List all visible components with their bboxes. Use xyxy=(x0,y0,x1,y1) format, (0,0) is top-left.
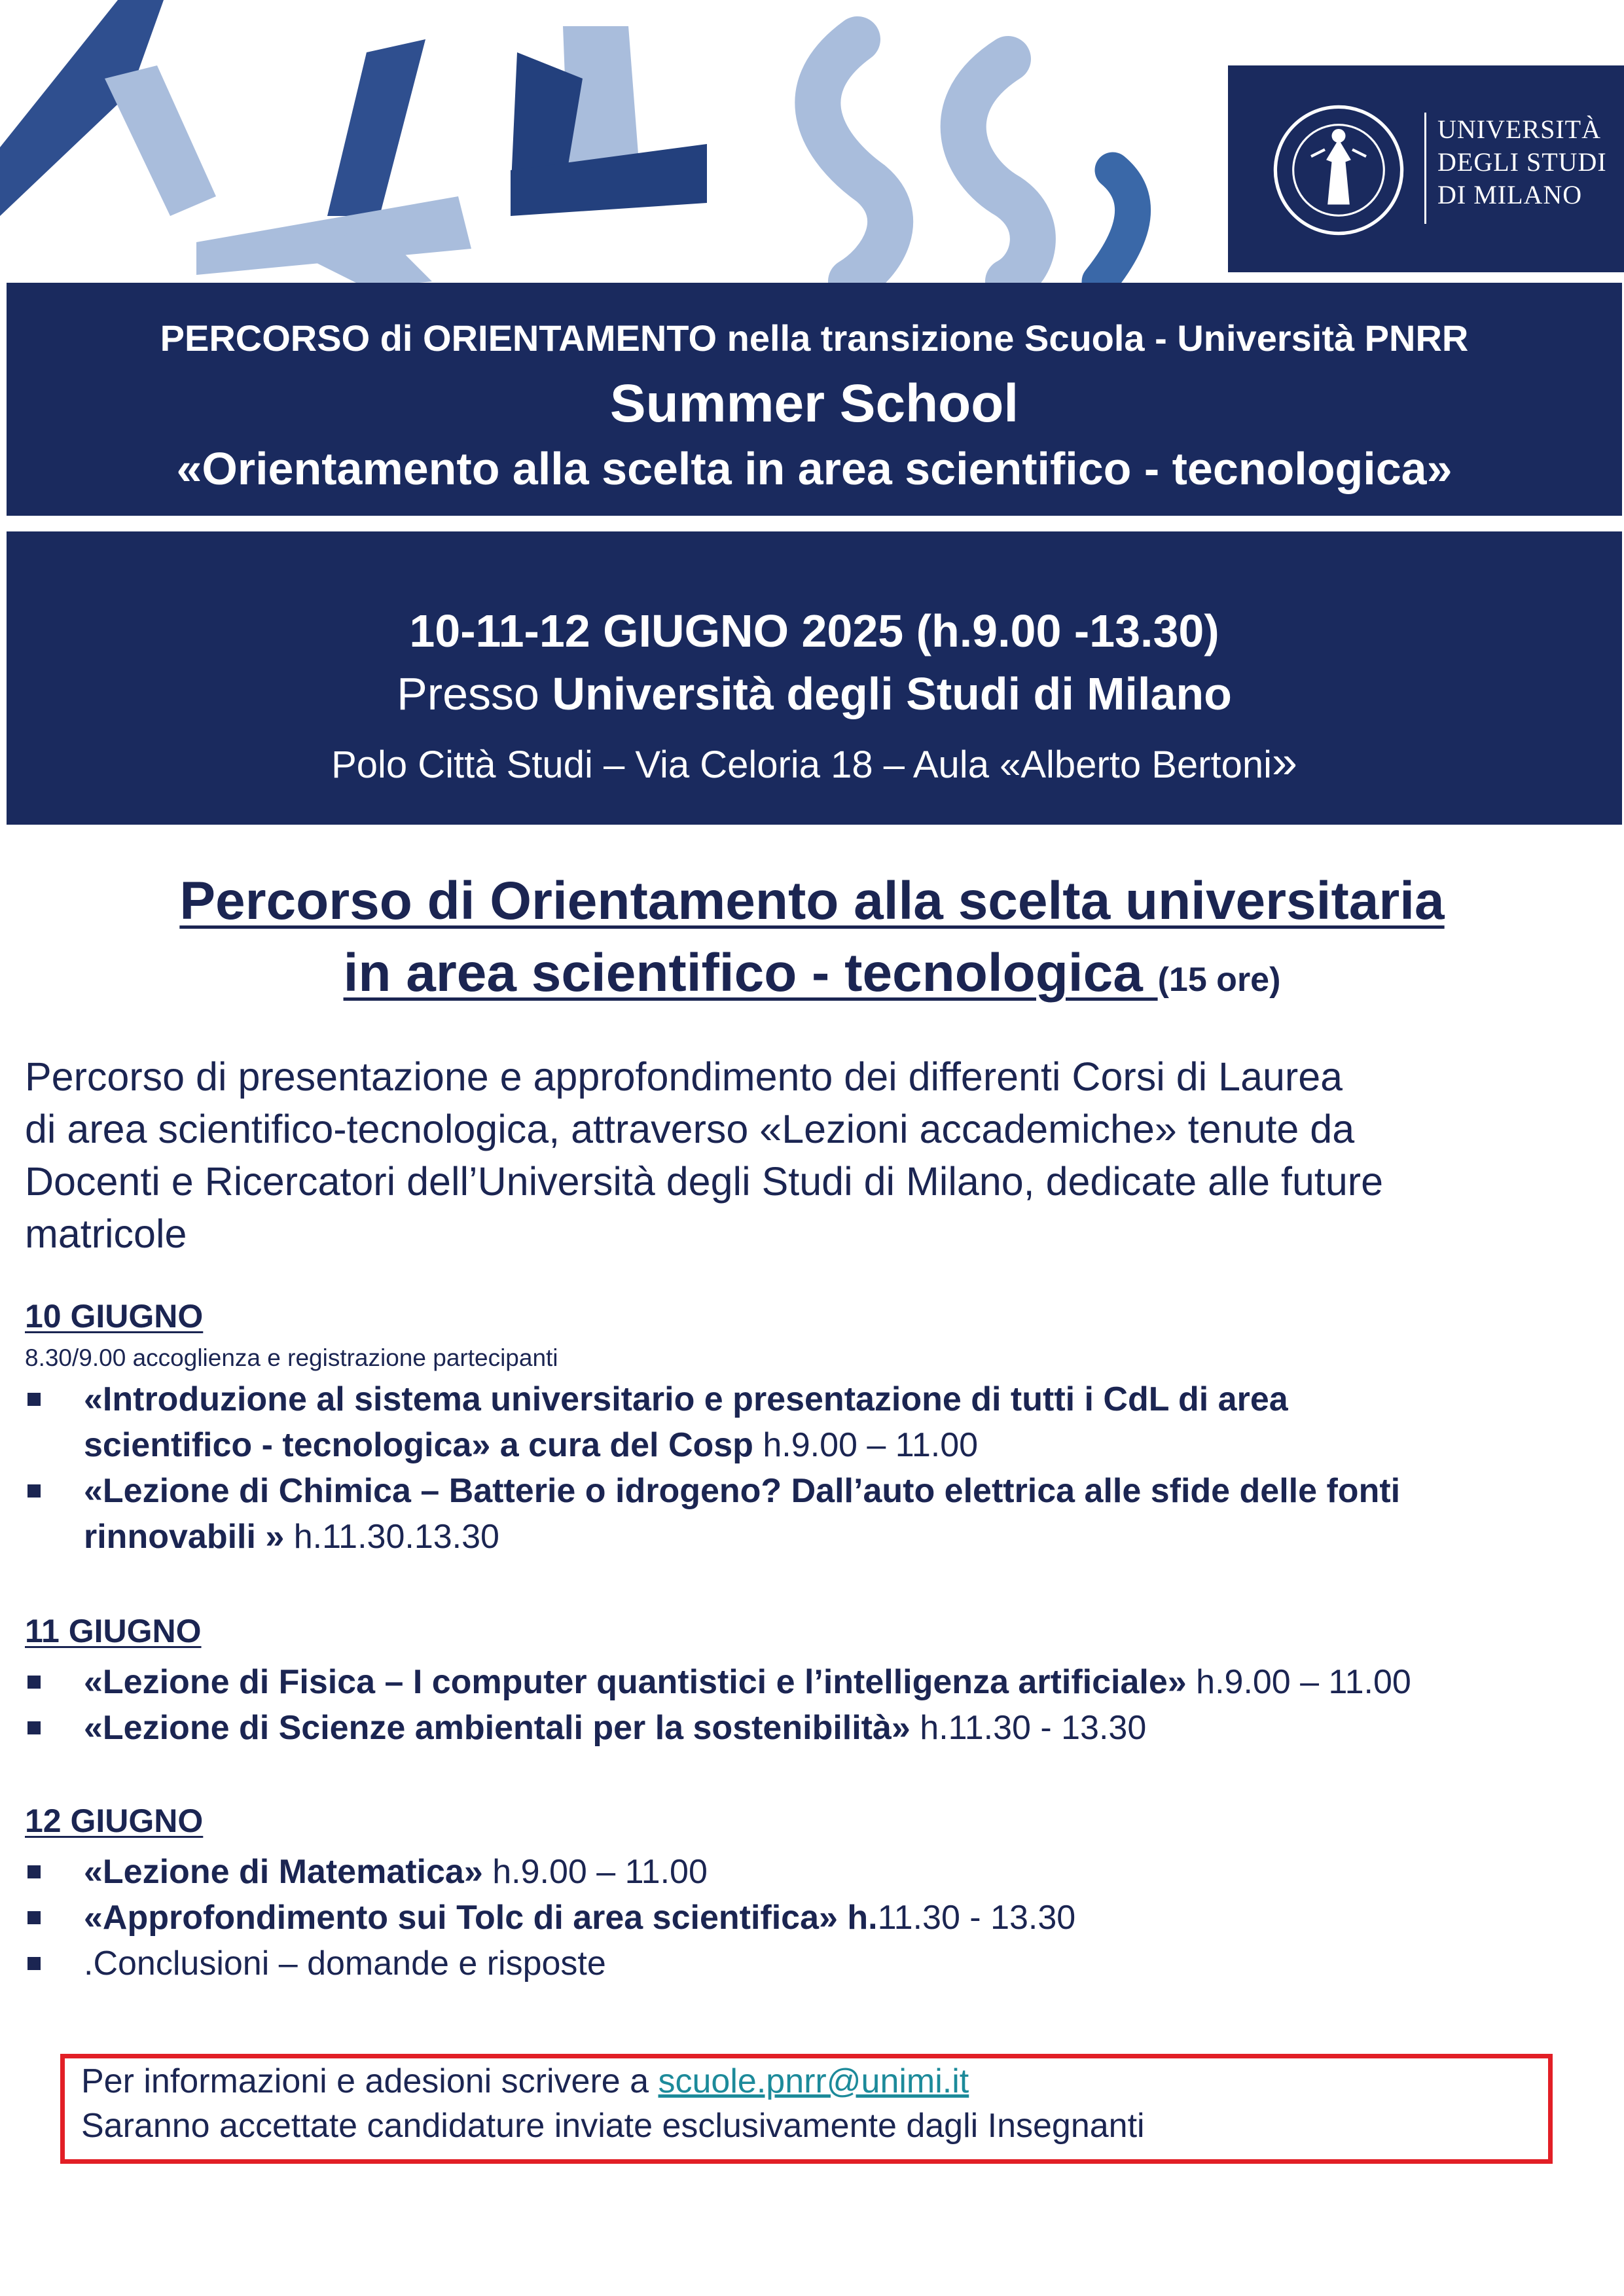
schedule-item xyxy=(84,1468,1400,1514)
item-time: h.9.00 – 11.00 xyxy=(482,1853,708,1891)
title-hours: (15 ore) xyxy=(1157,961,1281,999)
item-time: h.11.30.13.30 xyxy=(284,1518,499,1556)
item-title: scientifico - tecnologica» a cura del Cosp xyxy=(84,1426,753,1464)
item-title: «Lezione di Chimica – Batterie o idrogeno? Dall’auto elettrica alle sfide delle fonti xyxy=(84,1472,1401,1510)
day-label: 12 GIUGNO xyxy=(25,1803,204,1839)
contact-line xyxy=(81,2062,969,2101)
item-time: h.11.30 - 13.30 xyxy=(910,1709,1147,1747)
decor-curve xyxy=(964,59,1033,281)
day-label: 10 GIUGNO xyxy=(25,1298,204,1335)
page-title-line2 xyxy=(0,942,1624,1004)
venue-prefix: Presso xyxy=(397,668,552,719)
schedule-item xyxy=(84,1659,1411,1705)
day-note: 8.30/9.00 accoglienza e registrazione partecipanti xyxy=(25,1344,558,1371)
item-title: «Lezione di Matematica» xyxy=(84,1853,483,1891)
logo-divider xyxy=(1424,113,1426,224)
schedule-item xyxy=(84,1895,1075,1941)
schedule-item xyxy=(84,1422,978,1468)
location-close-quote: » xyxy=(1271,736,1297,787)
schedule-item xyxy=(84,1376,1288,1422)
page-title-line1: Percorso di Orientamento alla scelta universitaria xyxy=(179,871,1445,931)
bullet-icon xyxy=(27,1393,41,1406)
item-time: 11.30 - 13.30 xyxy=(877,1899,1076,1937)
university-seal-icon xyxy=(1270,101,1407,239)
venue-name: Università degli Studi di Milano xyxy=(552,668,1232,719)
decor-curve xyxy=(1100,170,1133,281)
logo-text-line: DI MILANO xyxy=(1437,180,1583,209)
intro-line: matricole xyxy=(25,1211,187,1256)
schedule-item: .Conclusioni – domande e risposte xyxy=(84,1945,606,1982)
decor-shape xyxy=(327,39,425,216)
item-title: «Lezione di Fisica – I computer quantistici e l’intelligenza artificiale» xyxy=(84,1663,1187,1701)
schedule-item xyxy=(84,1705,1146,1751)
item-time: h.9.00 – 11.00 xyxy=(753,1426,979,1464)
header-panel-title xyxy=(7,283,1622,516)
bullet-icon xyxy=(27,1957,41,1970)
bullet-icon xyxy=(27,1911,41,1924)
schedule-item xyxy=(84,1514,499,1560)
bullet-icon xyxy=(27,1721,41,1734)
decor-curve xyxy=(818,39,890,281)
decor-shape xyxy=(105,65,216,216)
header-panel-dates xyxy=(7,531,1622,825)
intro-line: Docenti e Ricercatori dell’Università degli Studi di Milano, dedicate alle future xyxy=(25,1159,1384,1204)
page-title-line2-text: in area scientifico - tecnologica xyxy=(343,943,1158,1003)
contact-email-link[interactable]: scuole.pnrr@unimi.it xyxy=(658,2062,969,2100)
event-venue xyxy=(7,668,1622,720)
item-title: «Approfondimento sui Tolc di area scientifica» h. xyxy=(84,1899,878,1937)
bullet-icon xyxy=(27,1865,41,1878)
day-label: 11 GIUGNO xyxy=(25,1613,202,1649)
event-location xyxy=(7,736,1622,788)
contact-prefix: Per informazioni e adesioni scrivere a xyxy=(81,2062,659,2100)
item-title: «Lezione di Scienze ambientali per la sostenibilità» xyxy=(84,1709,911,1747)
event-dates: 10-11-12 GIUGNO 2025 (h.9.00 -13.30) xyxy=(409,605,1219,656)
bullet-icon xyxy=(27,1676,41,1689)
program-line: PERCORSO di ORIENTAMENTO nella transizione Scuola - Università PNRR xyxy=(160,317,1469,359)
university-logo xyxy=(1228,65,1624,272)
event-subtitle: «Orientamento alla scelta in area scientifico - tecnologica» xyxy=(176,443,1453,494)
item-title: rinnovabili » xyxy=(84,1518,285,1556)
decorative-header-graphic xyxy=(0,0,1231,288)
bullet-icon xyxy=(27,1484,41,1498)
schedule-item xyxy=(84,1849,708,1895)
item-time: h.9.00 – 11.00 xyxy=(1186,1663,1411,1701)
contact-note: Saranno accettate candidature inviate esclusivamente dagli Insegnanti xyxy=(81,2107,1145,2145)
location-text: Polo Città Studi – Via Celoria 18 – Aula «Alberto Bertoni xyxy=(331,744,1272,786)
intro-line: di area scientifico-tecnologica, attraverso «Lezioni accademiche» tenute da xyxy=(25,1107,1355,1151)
logo-text-line: DEGLI STUDI xyxy=(1437,147,1607,177)
item-title: «Introduzione al sistema universitario e presentazione di tutti i CdL di area xyxy=(84,1380,1288,1418)
event-name: Summer School xyxy=(609,374,1019,433)
intro-line: Percorso di presentazione e approfondimento dei differenti Corsi di Laurea xyxy=(25,1054,1343,1099)
logo-text-line: UNIVERSITÀ xyxy=(1437,115,1601,144)
